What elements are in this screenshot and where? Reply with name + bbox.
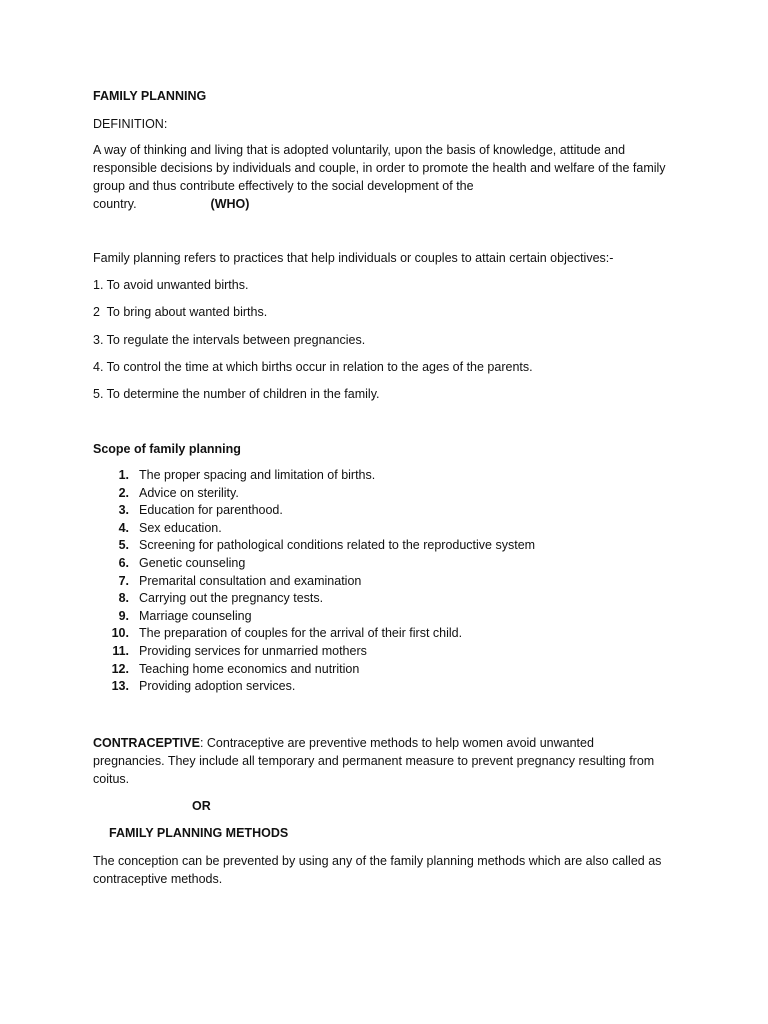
scope-item-text: Carrying out the pregnancy tests. — [139, 591, 324, 606]
scope-item-text: Premarital consultation and examination — [139, 573, 362, 588]
definition-end: country. — [93, 197, 137, 211]
definition-label: DEFINITION: — [93, 117, 168, 131]
scope-item-number: 2. — [118, 485, 129, 500]
objective-item: 1. To avoid unwanted births. — [93, 278, 249, 292]
scope-heading: Scope of family planning — [93, 442, 241, 456]
scope-item-text: Screening for pathological conditions related to the reproductive system — [139, 538, 536, 553]
definition-text: A way of thinking and living that is adopted voluntarily, upon the basis of knowledge, attitude and responsible decisions by individuals and couple, in order to promote the health and welfare of the family group and thus contribute effectively to the social development of the — [93, 143, 666, 193]
scope-item-text: The proper spacing and limitation of births. — [139, 468, 376, 482]
scope-item — [93, 467, 693, 485]
scope-item — [93, 485, 693, 503]
page-title: FAMILY PLANNING — [93, 89, 207, 103]
scope-item-text: Education for parenthood. — [139, 503, 283, 518]
scope-list — [93, 467, 693, 696]
scope-item-number: 13. — [111, 679, 129, 694]
scope-item-number: 3. — [118, 503, 129, 518]
scope-item — [93, 573, 693, 591]
scope-item-number: 4. — [118, 520, 129, 535]
scope-item — [93, 555, 693, 573]
contraceptive-label: CONTRACEPTIVE — [93, 736, 200, 750]
scope-item-text: Genetic counseling — [139, 555, 246, 570]
scope-item-number: 5. — [118, 538, 129, 553]
methods-paragraph: The conception can be prevented by using any of the family planning methods which are also called as contraceptive methods. — [93, 854, 662, 886]
scope-item-text: Providing adoption services. — [139, 679, 296, 694]
scope-item — [93, 502, 693, 520]
scope-item-text: Providing services for unmarried mothers — [139, 643, 367, 658]
scope-item-number: 8. — [118, 591, 129, 606]
scope-item-text: Marriage counseling — [139, 608, 252, 623]
scope-item — [93, 625, 693, 643]
contraceptive-text: : Contraceptive are preventive methods to help women avoid unwanted pregnancies. They include all temporary and permanent measure to prevent pregnancy resulting from coitus. — [93, 736, 655, 786]
or-separator: OR — [192, 799, 211, 813]
definition-source: (WHO) — [210, 197, 250, 211]
scope-item-number: 9. — [118, 608, 129, 623]
scope-item — [93, 537, 693, 555]
objective-item: 5. To determine the number of children in the family. — [93, 387, 380, 401]
objective-item: 3. To regulate the intervals between pregnancies. — [93, 333, 366, 347]
scope-item — [93, 661, 693, 679]
objective-item: 2 To bring about wanted births. — [93, 305, 268, 319]
scope-item-text: Advice on sterility. — [139, 485, 239, 500]
scope-item — [93, 643, 693, 661]
scope-item-number: 10. — [111, 626, 129, 641]
scope-item-text: Teaching home economics and nutrition — [139, 661, 360, 676]
methods-heading: FAMILY PLANNING METHODS — [109, 826, 289, 840]
scope-item-text: Sex education. — [139, 520, 222, 535]
objective-item: 4. To control the time at which births occur in relation to the ages of the parents. — [93, 360, 533, 374]
scope-item-number: 1. — [118, 468, 129, 482]
contraceptive-paragraph — [93, 734, 655, 788]
scope-item-number: 7. — [118, 573, 129, 588]
scope-item — [93, 590, 693, 608]
scope-item — [93, 678, 693, 696]
definition-paragraph — [93, 141, 668, 213]
scope-item — [93, 608, 693, 626]
scope-item-number: 12. — [111, 661, 129, 676]
scope-item — [93, 520, 693, 538]
objectives-intro: Family planning refers to practices that help individuals or couples to attain certain objectives:- — [93, 251, 614, 265]
scope-item-number: 11. — [112, 643, 129, 658]
scope-item-text: The preparation of couples for the arrival of their first child. — [139, 626, 463, 641]
scope-item-number: 6. — [118, 555, 129, 570]
